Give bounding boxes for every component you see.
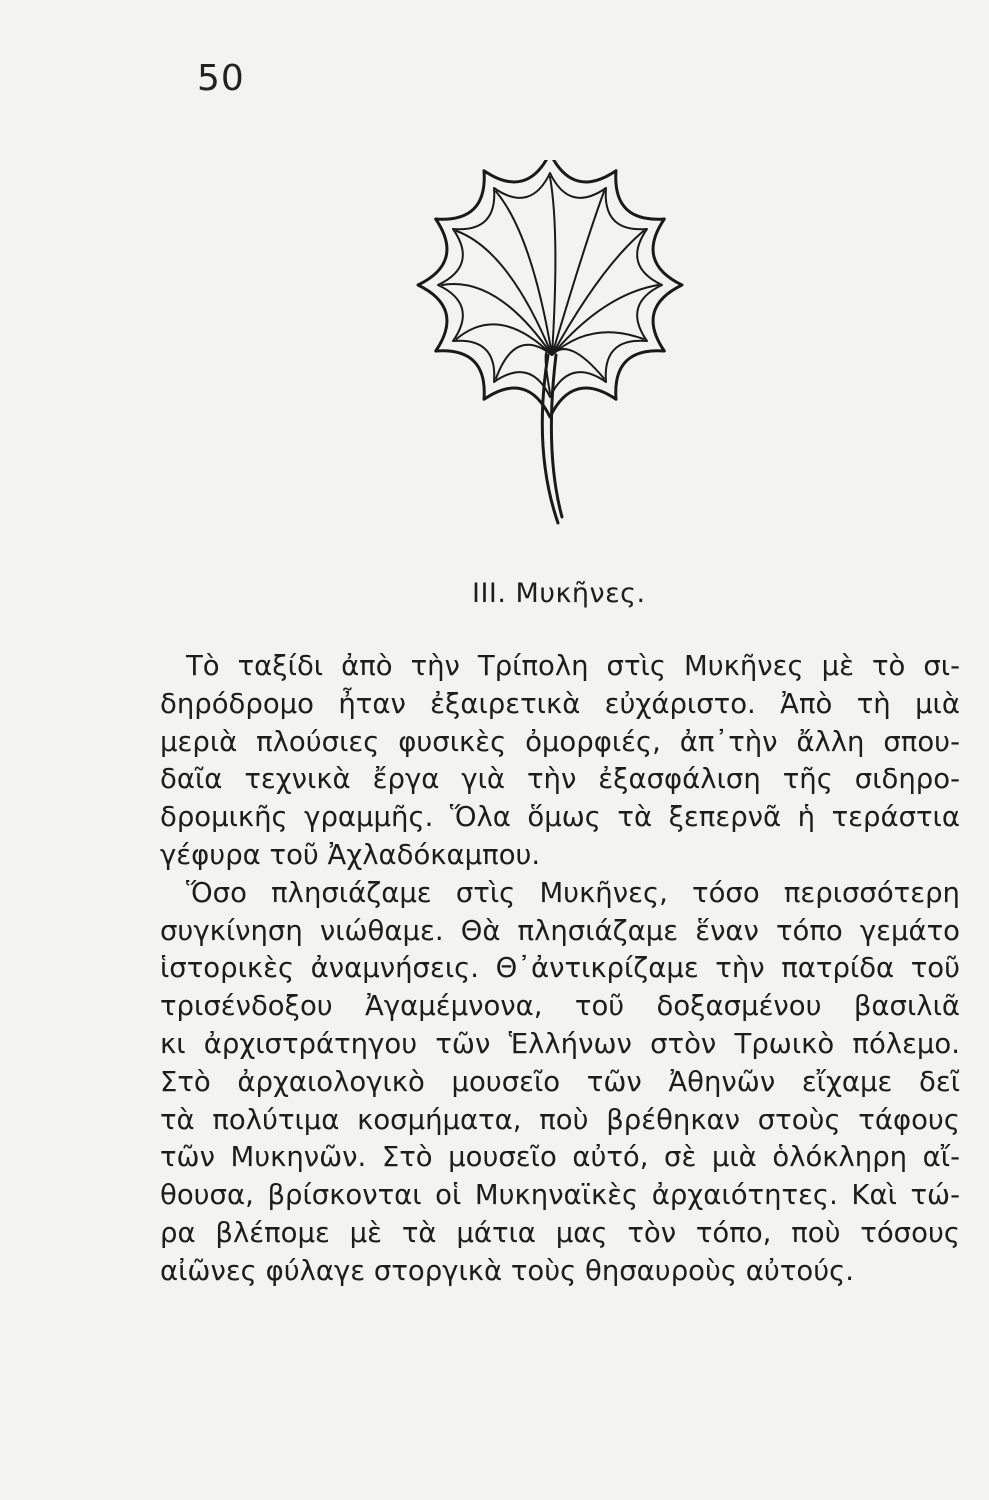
page-number: 50 <box>197 58 245 99</box>
leaf-rib <box>550 177 555 355</box>
text-line: γέφυρα τοῦ Ἀχλαδόκαμπου. <box>160 838 541 871</box>
leaf-inner-edge <box>438 173 662 397</box>
text-line: Ὅσο πλησιάζαμε στὶς Μυκῆνες, τόσο περισσότερη <box>186 876 960 909</box>
text-line: αἰῶνες φύλαγε στοργικὰ τοὺς θησαυροὺς αὐτούς. <box>160 1254 855 1287</box>
text-line: ἱστορικὲς ἀναμνήσεις. Θ᾿ἀντικρίζαμε τὴν πατρίδα τοῦ <box>160 952 960 985</box>
text-line: τὰ πολύτιμα κοσμήματα, ποὺ βρέθηκαν στοὺς τάφους <box>160 1103 960 1136</box>
text-line: τρισένδοξου Ἀγαμέμνονα, τοῦ δοξασμένου βασιλιᾶ <box>160 990 960 1023</box>
text-line: θουσα, βρίσκονται οἱ Μυκηναϊκὲς ἀρχαιότητες. Καὶ τώ- <box>160 1179 960 1212</box>
text-line: μεριὰ πλούσιες φυσικὲς ὀμορφιές, ἀπ᾿τὴν ἄλλη σπου- <box>160 725 960 758</box>
leaf-rib <box>496 192 552 356</box>
paragraph-1 <box>160 648 960 875</box>
leaf-rib <box>552 285 658 355</box>
paragraph-2 <box>160 875 960 1291</box>
text-line: τῶν Μυκηνῶν. Στὸ μουσεῖο αὐτό, σὲ μιὰ ὁλόκληρη αἴ- <box>160 1141 960 1174</box>
text-line: συγκίνηση νιώθαμε. Θὰ πλησιάζαμε ἕναν τόπο γεμάτο <box>160 914 960 947</box>
fan-leaf-icon <box>400 160 700 540</box>
text-line: Στὸ ἀρχαιολογικὸ μουσεῖο τῶν Ἀθηνῶν εἴχαμε δεῖ <box>160 1065 960 1098</box>
leaf-rib <box>552 332 644 355</box>
text-line: δηρόδρομο ἦταν ἐξαιρετικὰ εὐχάριστο. Ἀπὸ τὴ μιὰ <box>160 687 960 720</box>
leaf-rib <box>457 324 553 355</box>
chapter-title: ΙΙΙ. Μυκῆνες. <box>472 578 646 609</box>
leaf-rib <box>552 192 604 356</box>
text-line: δρομικῆς γραμμῆς. Ὅλα ὅμως τὰ ξεπερνᾶ ἡ τεράστια <box>160 801 960 834</box>
leaf-stem <box>542 355 562 523</box>
body-text <box>160 648 960 1291</box>
text-line: κι ἀρχιστράτηγου τῶν Ἑλλήνων στὸν Τρωικὸ πόλεμο. <box>160 1027 960 1060</box>
leaf-rib <box>552 349 604 378</box>
text-line: δαῖα τεχνικὰ ἔργα γιὰ τὴν ἐξασφάλιση τῆς σιδηρο- <box>160 763 960 796</box>
text-line: Τὸ ταξίδι ἀπὸ τὴν Τρίπολη στὶς Μυκῆνες μὲ τὸ σι- <box>186 650 960 682</box>
text-line: ρα βλέπομε μὲ τὰ μάτια μας τὸν τόπο, ποὺ τόσους <box>160 1216 960 1249</box>
